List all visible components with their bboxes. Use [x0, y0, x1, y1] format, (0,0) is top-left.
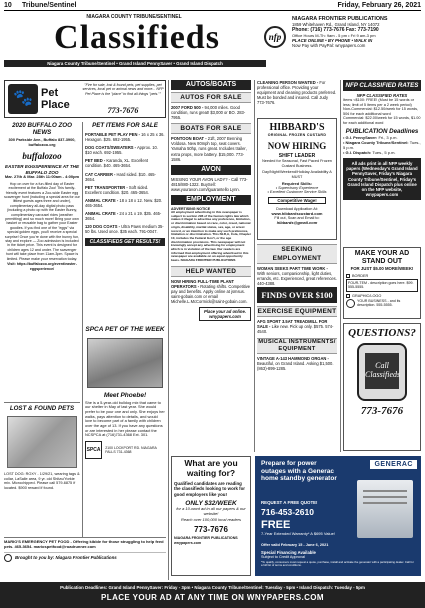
autos-for-sale-heading: AUTOS FOR SALE: [171, 92, 251, 103]
seeking-title: WOMAN SEEKS PART TIME WORK -: [257, 266, 328, 271]
hiring-title: NOW HIRING: [267, 141, 327, 151]
waiting-phone: 773-7676: [194, 525, 228, 535]
boats-for-sale-heading: BOATS FOR SALE: [171, 123, 251, 134]
deadline-paper: • G.I. Dispatch:: [343, 150, 372, 155]
pet-item-text: Ultra Paws medium 35-50 lbs. Used once. $35 each. 791-0047.: [85, 224, 164, 235]
hiring-position: SHIFT LEADER: [278, 153, 316, 159]
footer: [0, 582, 425, 608]
pet-item-title: PET BED -: [85, 158, 106, 164]
place-methods: PLACE ONLINE • BY PHONE • WALK IN: [292, 38, 373, 43]
page-date: Friday, February 26, 2021: [337, 2, 421, 9]
pet-item-title: PET TRANSPORTER -: [85, 184, 128, 190]
zoo-visit[interactable]: Visit: https://buffalozoo.org/event/easter-eggsperience/: [7, 262, 77, 271]
lost-found-heading: LOST & FOUND PETS: [4, 402, 80, 412]
generac-free: FREE: [261, 519, 291, 531]
seeking-section: [257, 244, 337, 289]
deadlines-heading: PUBLICATION Deadlines: [345, 128, 419, 135]
border-label: BORDER: [352, 274, 369, 278]
make-ad-stand-out: [343, 247, 421, 319]
job-listing: [171, 279, 251, 304]
generac-phone[interactable]: 716-453-2610: [261, 507, 314, 517]
skills-heading: Required Skills:: [281, 181, 313, 186]
deadline-item: [343, 150, 421, 155]
footer-place-ad[interactable]: PLACE YOUR AD AT ANY TIME ON WNYPAPERS.COM: [101, 593, 324, 602]
nfp-logo-text: nfp: [268, 32, 282, 42]
office-hours: Office Hours M-Th: 9am - 5 pm • Fri 9 am-3 pm: [292, 33, 376, 38]
hiring-needed: Needed for Seasonal, Fast Paced Frozen Custard Business.: [262, 159, 332, 168]
spca-address: 2100 LOCKPORT RD. NIAGARA FALLS 731-4368: [105, 445, 157, 455]
advertising-notice: All employment advertising in this newspaper is subject to section 296 of the human rights law which makes it illegal to advertise any preference, limitation, or discrimination based on race, color, creed, national origin, disability, marital status, sex, age, or arrest record, or an intention to make any such preference, limitation or discrimination. This NLR,A, Cola, Chapter 10, includes the Federal Gov't, or the age discrimination provisions. This newspaper will not knowingly accept any advertising for employment which is in violation of the law. Our readers are informed that employment offering advertised in this newspaper are available on an equal opportunity basis. NIAGARA FRONTIER PUBLICATIONS: [171, 210, 251, 263]
pet-item-title: DOG COATS/SWEATERS -: [85, 145, 137, 151]
autos-section: [171, 80, 251, 321]
waiting-price-sub: for a 10-word ad in all our papers & our website!: [176, 505, 246, 516]
pet-item-text: 16 x 25 x 36. Hexagon. $25. 692-1955.: [85, 132, 165, 143]
auto-title: 2007 FORD 500 -: [171, 105, 204, 110]
publisher-address: 1859 Whitehaven Rd., Grand Island, NY 14072: [292, 22, 380, 27]
hibbards-sub: ORIGINAL FROZEN CUSTARD: [267, 133, 327, 137]
generac-financing: Special Financing Available: [261, 550, 316, 555]
waiting-ad: [171, 456, 251, 576]
autos-heading: AUTOS/BOATS: [171, 80, 251, 90]
zoo-heading: 2020 BUFFALO ZOO NEWS: [12, 122, 72, 136]
job-title: NOW HIRING FULL-TIME PLANT OPERATORS -: [171, 278, 234, 289]
boat-listing: [171, 136, 251, 161]
pet-item-text: 24 x 21 x 19. $35. 465-3654.: [85, 211, 162, 222]
generac-offer: Offer valid February 15 - June 6, 2021: [261, 543, 329, 547]
waiting-text: Qualified candidates are reading the classifieds looking to work for good employers like you!: [174, 481, 245, 497]
telephone-illustration: [357, 343, 407, 401]
hiring-shift: Day/Night/Weekend/Holiday Availability A MUST: [262, 170, 332, 179]
pet-item-text: Karanda, XL. Excellent condition. $40. 465-3654.: [85, 158, 149, 169]
pet-item-title: ANIMAL CRATE -: [85, 211, 119, 217]
pet-item-listing: [85, 158, 165, 168]
spca-logo: SPCA: [85, 441, 102, 459]
pet-item-list: [85, 132, 165, 235]
spca-heading: SPCA PET OF THE WEEK: [85, 326, 165, 333]
zoo-event-title: EASTER EGGSPERIENCE AT THE BUFFALO ZOO: [4, 164, 80, 175]
generac-warranty: 7-Year Extended Warranty* A $695 Value!: [261, 531, 335, 536]
spca-pet-photo: [87, 338, 163, 388]
spca-pet-name: Meet Phoebe!: [103, 391, 147, 399]
exercise-heading: EXERCISE EQUIPMENT: [257, 308, 337, 315]
hibbards-site[interactable]: www.hibbardscustard.com: [271, 211, 323, 216]
page-number: 10: [4, 2, 12, 9]
lost-found-section: [4, 402, 80, 490]
generac-credit: Subject to Credit Approval: [261, 555, 305, 559]
pet-place-promo: "Fire for sale, lost & found pets, pet supplies, pet services, local pet or animal news and more... NFP Pet Place is the "place" to find all things "pets."": [82, 83, 164, 96]
deadline-paper: • Niagara County Tribune/Sentinel:: [343, 140, 409, 145]
pet-item-text: 18 x 18 x 12. New. $20. 465-3654.: [85, 197, 163, 209]
waiting-publisher: NIAGARA FRONTIER PUBLICATIONS wnypapers.com: [174, 536, 238, 545]
cleaning-listing: [257, 80, 337, 108]
paw-icon: 🐾: [8, 84, 38, 114]
pet-item-title: ANIMAL CRATE -: [85, 197, 119, 203]
pet-items-heading: PET ITEMS FOR SALE: [92, 122, 158, 129]
auto-text: 94,000 miles. Good condition, runs great! $3,000 or BO. 283-7955.: [171, 105, 246, 121]
buffalo-zoo-section: [4, 122, 80, 271]
pet-item-listing: [85, 211, 165, 221]
pet-place-phone: 773-7676: [107, 106, 139, 115]
seeking-heading: SEEKING EMPLOYMENT: [257, 244, 337, 264]
deadline-paper: • G.I. PennySaver:: [343, 135, 378, 140]
spca-pet-body: She is a 5-year-old bulldog mix that came to our shelter in May of last year. She would prefer to be your one and only. She enjoys her walks, pays attention to details, and would love to become part of a family with children over the age of 13. If you have any questions or are interested in her please contact the NCSPCA at (716)731-4368 Ext. 301.: [85, 399, 165, 438]
skill-2: • Excellent Customer Service Skills: [267, 190, 327, 194]
classifieds-banner: CLASSIFIEDS GET RESULTS!: [85, 238, 165, 246]
border-checkbox[interactable]: [346, 274, 350, 278]
boat-text: 21ft, 2007 Benning Voldosa. New 80mph top, seat covers. Yamaha 50hp, runs great. Includes trailer, extra props, more battery. $15,000. 773-1586.: [171, 136, 247, 162]
avon-heading: AVON: [171, 165, 251, 175]
nfp-logo: [264, 26, 286, 48]
zoo-logo: buffalozoo: [22, 151, 62, 162]
pet-item-listing: [85, 132, 165, 142]
deadline-time: Tues., 5 p.m.: [372, 150, 396, 155]
hibbards-ad: [257, 118, 337, 240]
advertising-notice-title: ADVERTISING NOTICE: [171, 207, 211, 212]
call-classifieds: Call Classifieds: [365, 353, 399, 389]
pet-item-listing: [85, 185, 165, 195]
pet-item-title: 120 DOG COATS -: [85, 224, 120, 230]
generator-illustration: [357, 480, 413, 538]
nfp-rates-section: [343, 80, 421, 200]
generac-headline: Prepare for power outages with a Generac home standby generator: [261, 460, 337, 483]
brought-by: Brought to you by: Niagara Frontier Publications: [15, 555, 117, 561]
rates-noncommercial: Non-Commercial: $12.50/week for 15 words, 50¢ for each additional word: [343, 107, 419, 116]
publisher-name: NIAGARA FRONTIER PUBLICATIONS: [292, 16, 388, 22]
lost-dog-text: LOST DOG: ROXY - 1/29/21, wearing tags & collar, LaSalle area, 9 yr. old Shitzu/Yorkie mix. Microchipped. Please call 579-6875 if located. $900 reward if found.: [4, 472, 80, 490]
deadline-list: [343, 135, 421, 155]
wage-box: Competitive Wage!: [268, 197, 326, 204]
paper-name: Tribune/Sentinel: [22, 2, 77, 9]
publisher-phone: Phone: (716) 773-7676 Fax: 773-7190: [292, 27, 379, 33]
zoo-event-body: Hop on over for a fun-filled day of Easter excitement at the Buffalo Zoo! This family-friendly event features a Zoo-wide Easter egg scavenger hunt (including a special area for our littlest guests ages three and under), complimentary all-day digital photo pass (including a photo op with the Easter Bunny, complimentary carousel rides (weather permitting) and so much more! Bring your own basket or reusable bag to gather your Easter goodies. If you find one of the "eggs" via special golden eggs, you'll receive a special surprise! Once you're done with the bunny fun, stay and explore — Zoo admission is included in the ticket price. This event is designed for children ages 12 and under. The scavenger hunt will take place from 11am-3pm. Space is limited. Please make your reservation today.: [4, 181, 80, 261]
download-label: Download Application At:: [276, 207, 318, 211]
seeking-text: With seniors, companionship, light duties, errands, etc. Experienced, great references. 440-4388.: [257, 271, 337, 287]
rates-sub: NFP CLASSIFIED RATES: [356, 93, 408, 98]
marios-text: MARIO'S EMERGENCY PET FOOD - Offering kibble for those struggling to help feed pets. 465-3654. mariospetfood@roadrunner.com: [4, 539, 164, 549]
marios-pet-food-ad: [4, 537, 166, 562]
generac-brand: GENERAC: [370, 460, 417, 469]
auto-listing: [171, 105, 251, 120]
hibbards-email[interactable]: hibbards@gmail.com: [276, 220, 318, 225]
pet-item-text: Hard sided. $10. 465-3654.: [85, 171, 156, 182]
musical-text: Beautiful, on Grand Island. Asking $1,500. (863)-899-1285.: [257, 361, 334, 372]
pet-item-listing: [85, 172, 165, 182]
masthead-top-line: NIAGARA COUNTY TRIBUNE/SENTINEL: [86, 14, 182, 20]
pet-place-banner: [4, 80, 166, 118]
masthead: [4, 14, 421, 76]
questions-title: QUESTIONS?: [348, 327, 416, 339]
make-ad-title: MAKE YOUR AD STAND OUT: [354, 250, 410, 265]
nfp-example-icon: [346, 299, 355, 308]
graphic-checkbox[interactable]: [346, 294, 350, 298]
pet-item-listing: [85, 145, 165, 155]
pet-item-listing: [85, 198, 165, 208]
waiting-title: What are you waiting for?: [184, 458, 238, 478]
pet-item-title: PORTABLE PET PLAY PEN -: [85, 132, 140, 137]
deadline-time: Fri., 3 p.m.: [378, 135, 398, 140]
paypal-line[interactable]: Now Pay with PayPal: wnypapers.com: [292, 43, 366, 48]
page-header: [4, 2, 421, 11]
pet-items-section: [85, 122, 165, 246]
cleaning-title: CLEANING PERSON WANTED -: [257, 80, 319, 85]
pet-item-title: CAT CARRIER -: [85, 171, 116, 177]
hibbards-logo: HIBBARD'S: [269, 122, 325, 133]
pet-place-title: Pet Place: [41, 87, 70, 111]
musical-title: VINTAGE A-143 HAMMOND ORGAN -: [257, 356, 329, 362]
generac-fine-print: *To qualify, consumers must request a quote, purchase, install and activate the generator with a participating dealer. Call for a full list of terms and conditions.: [261, 560, 414, 568]
graphic-example: YOUR BUSINESS - and its description. 555-5555.: [357, 298, 401, 308]
rates-title: NFP CLASSIFIED RATES: [345, 82, 419, 89]
finds-banner: FINDS OVER $100: [257, 287, 337, 303]
cleaning-text: For professional office. Providing your equipment and cleaning products preferred. Must be bonded and insured. Call Judy 773-7676.: [257, 80, 337, 106]
footer-deadlines: Publication Deadlines: Grand Island PennySaver: Friday - 3pm • Niagara County Tribune/Sentinel: Tuesday - 5pm • Island Dispatch: Tuesday - 5pm: [60, 585, 365, 590]
deadline-item: [343, 140, 421, 150]
pet-item-listing: [85, 224, 165, 234]
generac-ad: [255, 456, 421, 576]
zoo-address: 300 Parkside Ave., Buffalo 837-3900, buffalozoo.org: [8, 137, 76, 147]
masthead-title: Classifieds: [54, 19, 220, 56]
rates-commercial: Commercial: $22.00/week for 15 words, $1.00 for each additional word: [343, 116, 421, 125]
border-example: FOUR-TEM - description goes here. $99. 555-5555.: [346, 279, 418, 292]
questions-ad: [343, 323, 421, 451]
place-ad-online[interactable]: Place your ad online. wnypapers.com: [199, 307, 251, 321]
exercise-text: Like new. Pick up only. $575. 574-4540.: [257, 324, 334, 335]
generac-request: REQUEST A FREE QUOTE!: [261, 500, 318, 505]
make-ad-sub: FOR JUST $5.00 MORE/WEEK!: [350, 266, 414, 271]
pet-item-text: Approx. 10. $10 each. 692-1955.: [85, 145, 158, 156]
nfp-small-icon: [4, 554, 12, 562]
employment-heading: EMPLOYMENT: [171, 195, 251, 205]
waiting-price: ONLY $32/WEEK: [185, 499, 237, 507]
rates-free: Items <$100: FREE! (Must be 15 words or less; limit of 5 items per a 2 week period): [343, 98, 415, 107]
zoo-event-dates: Mar. 27th & Mar. 28th 11:00am - 4:00pm: [4, 174, 80, 179]
boat-title: PONTOON BOAT -: [171, 136, 207, 142]
all-papers-box: All ads print in all NFP weekly papers (Wednesday's Grand Island PennySaver, Friday's Niagara County Tribune/Sentinel, Friday's Grand Island Dispatch plus online on the NFP website, wnypapers.com: [343, 158, 421, 200]
spca-section: [85, 326, 165, 459]
help-wanted-heading: HELP WANTED: [171, 266, 251, 277]
avon-listing: MISSING YOUR AVON LADY? - Call 773-4815/880-1322. BuySell: www.youravon.com/lguarantello Lynn.: [171, 176, 248, 192]
questions-phone: 773-7676: [360, 405, 404, 417]
graphic-label: GRAPHIC/LOGO: [352, 293, 382, 298]
job-text: Rotating shifts. Competitive pay and benefits. Apply online at jsmsus. saint-gobain.com or email Michelle.L.McCormick@saint-gobain.com.: [171, 283, 251, 305]
exercise-section: [257, 306, 337, 375]
exercise-title: AFG SPORT 3.5AT TREADMILL FOR SALE -: [257, 319, 328, 330]
pet-item-text: Soft sided. Excellent condition. $20. 465-3654.: [85, 184, 149, 195]
deadline-time: Tues., 5 p.m.: [343, 140, 421, 150]
musical-heading: MUSICAL INSTRUMENTS/ EQUIPMENT: [258, 339, 336, 353]
lost-dog-photo: [7, 416, 77, 468]
waiting-reach: Reach over 100,000 local readers: [180, 517, 242, 523]
skill-1: • Supervisory Experience: [275, 186, 319, 190]
masthead-bottom-line: Niagara County Tribune/Sentinel • Grand Island PennySaver • Grand Island Dispatch: [4, 60, 266, 67]
fillout-label: Fill out, Scan and Email to:: [274, 216, 320, 220]
